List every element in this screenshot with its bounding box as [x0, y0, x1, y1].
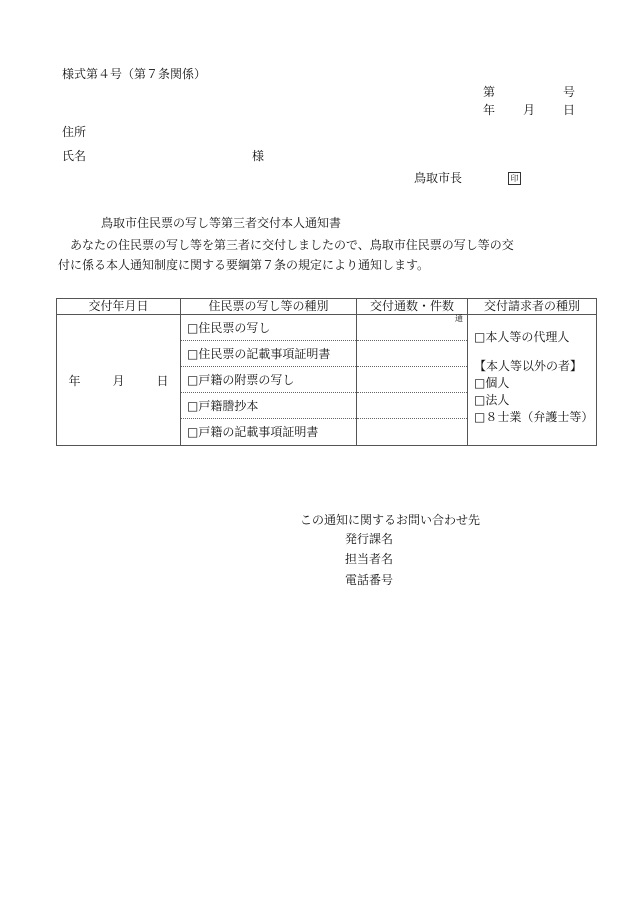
date-month-label: 月 — [523, 103, 536, 117]
requester-corporation-option[interactable]: □法人 — [474, 393, 510, 407]
document-type-cell — [181, 315, 357, 446]
body-line: あなたの住民票の写し等を第三者に交付しましたので、鳥取市住民票の写し等の交 — [58, 238, 514, 252]
requester-type-cell — [468, 315, 597, 446]
contact-person: 担当者名 — [345, 552, 394, 566]
issuer-mayor: 鳥取市長 — [414, 171, 463, 185]
count-row — [357, 341, 467, 367]
date-day-label: 日 — [563, 103, 576, 117]
count-row — [357, 315, 467, 341]
issue-date-cell — [57, 315, 181, 446]
type-option[interactable]: □戸籍謄抄本 — [181, 393, 356, 419]
requester-professional-option[interactable]: □８士業（弁護士等） — [474, 410, 594, 424]
document-title: 鳥取市住民票の写し等第三者交付本人通知書 — [101, 216, 342, 230]
type-option[interactable]: □戸籍の記載事項証明書 — [187, 425, 319, 439]
requester-agent-option[interactable]: □本人等の代理人 — [474, 330, 570, 344]
number-prefix: 第 — [483, 85, 496, 99]
header-document-type: 住民票の写し等の種別 — [181, 299, 357, 315]
body-line: 付に係る本人通知制度に関する要綱第７条の規定により通知します。 — [58, 258, 430, 272]
count-unit: 通 — [455, 314, 463, 323]
date-month: 月 — [112, 373, 125, 388]
address-label: 住所 — [62, 125, 87, 139]
form-label: 様式第４号（第７条関係） — [62, 67, 207, 81]
table-row — [57, 315, 597, 446]
requester-individual-option[interactable]: □個人 — [474, 376, 510, 390]
seal-icon: 印 — [508, 172, 521, 185]
contact-title: この通知に関するお問い合わせ先 — [300, 513, 481, 527]
date-day: 日 — [156, 373, 169, 388]
count-cell — [357, 315, 468, 446]
type-option[interactable]: □住民票の記載事項証明書 — [181, 341, 356, 367]
requester-others-heading: 【本人等以外の者】 — [474, 359, 583, 373]
notification-table — [56, 298, 597, 446]
date-year: 年 — [68, 373, 81, 388]
header-count: 交付通数・件数 — [357, 299, 468, 315]
number-suffix: 号 — [563, 85, 576, 99]
count-row — [357, 367, 467, 393]
contact-phone: 電話番号 — [345, 573, 394, 587]
type-option[interactable]: □住民票の写し — [181, 315, 356, 341]
document-body — [58, 235, 588, 275]
table-header-row — [57, 299, 597, 315]
honorific: 様 — [252, 149, 265, 163]
count-row — [357, 393, 467, 419]
name-label: 氏名 — [62, 149, 87, 163]
header-requester-type: 交付請求者の種別 — [468, 299, 597, 315]
count-row — [357, 419, 467, 445]
contact-department: 発行課名 — [345, 532, 394, 546]
type-option[interactable]: □戸籍の附票の写し — [181, 367, 356, 393]
date-year-label: 年 — [483, 103, 496, 117]
header-issue-date: 交付年月日 — [57, 299, 181, 315]
